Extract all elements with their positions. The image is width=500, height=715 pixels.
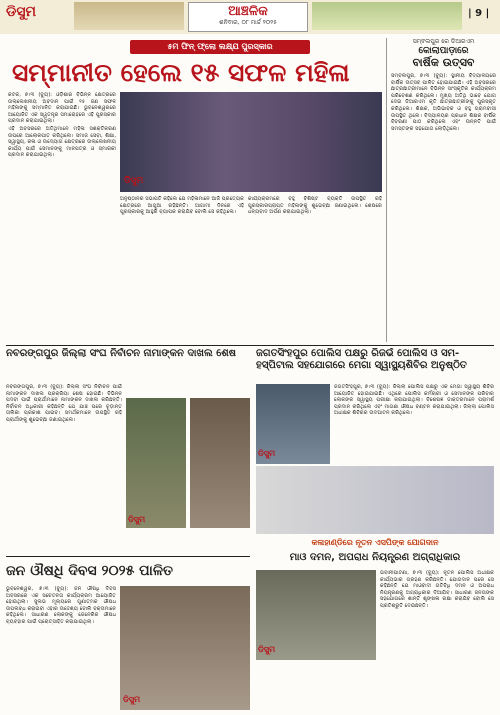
- police-photo-credit: ଡିସୁମ: [258, 448, 276, 458]
- police-photo: [256, 384, 330, 464]
- nomination-photo-credit: ଡିସୁମ: [128, 514, 146, 524]
- lead-paragraph: ଏହି ଅବସରରେ ଅତିଥିମାନେ ମହିଳା ସଶକ୍ତିକରଣ ଉପରେ ଆଲୋକପାତ କରିଥିଲେ। ସମାଜ ସେବା, ଶିକ୍ଷା, ସ୍ୱାସ୍ଥ୍ୟ, କଳା ଓ ଉଦ୍ୟୋଗ କ୍ଷେତ୍ରରେ ଉଲ୍ଲେଖନୀୟ କାର୍ଯ୍ୟ ପାଇଁ ସେମାନଙ୍କୁ ମାନପତ୍ର ଓ ସ୍ମାରକୀ ପ୍ରଦାନ କରାଯାଇଥିଲା।: [8, 125, 116, 159]
- nomination-headline: ନବରଙ୍ଗପୁର ଜିଲ୍ଲା ସଂଘ ନିର୍ବାଚନ ନାମାଙ୍କନ ଦାଖଲ ଶେଷ: [6, 348, 237, 359]
- divider: [6, 345, 494, 346]
- page-number: | 9 |: [468, 8, 490, 19]
- side-body: ସମ୍ବଲପୁର, ୭।୩ (ବ୍ୟୁ): ସ୍ଥାନୀୟ ବିଦ୍ୟାଳୟରେ ବାର୍ଷିକ ଉତ୍ସବ ପାଳିତ ହୋଇଯାଇଛି। ଏହି ଅବସରରେ ଛାତ୍ରଛାତ୍ରୀମାନେ ବିଭିନ୍ନ ସାଂସ୍କୃତିକ କାର୍ଯ୍ୟକ୍ରମ ପରିବେଶଣ କରିଥିଲେ। ମୁଖ୍ୟ ଅତିଥି ଭାବେ ଯୋଗ ଦେଇ ଡିଆରଏମ କୃତି ଛାତ୍ରଛାତ୍ରୀଙ୍କୁ ପୁରସ୍କୃତ କରିଥିଲେ। ଶିକ୍ଷକ, ଅଭିଭାବକ ଓ ବହୁ ଗ୍ରାମବାସୀ ଉପସ୍ଥିତ ଥିଲେ। ବିଦ୍ୟାଳୟର ପ୍ରଧାନ ଶିକ୍ଷକ ବାର୍ଷିକ ବିବରଣୀ ପାଠ କରିଥିଲେ ଏବଂ ଉନ୍ନତି ପାଇଁ ସମସ୍ତଙ୍କ ସହଯୋଗ ଲୋଡ଼ିଥିଲେ।: [391, 73, 496, 132]
- lead-body-col-3: [248, 196, 382, 342]
- nomination-photo-2: [190, 398, 250, 528]
- collector-headline: ମାଓ ଦମନ, ଅପରାଧ ନିୟନ୍ତ୍ରଣ ଅଗ୍ରାଧିକାର: [289, 552, 461, 563]
- collector-photo-credit: ଡିସୁମ: [258, 644, 276, 654]
- section-title: [188, 2, 308, 32]
- lead-body-col-1: [8, 92, 116, 342]
- janaushadhi-body: ଭୁବନେଶ୍ୱର, ୭।୩ (ବ୍ୟୁ): ଜନ ଔଷଧି ଦିବସ ଅବସରରେ ଏକ ସଚେତନତା କାର୍ଯ୍ୟକ୍ରମ ଆୟୋଜିତ ହୋଇଥିଲା। ସୁଲଭ ମୂଲ୍ୟରେ ଗୁଣାତ୍ମକ ଔଷଧ ଉପଲବ୍ଧ କରାଇବା ଏହାର ଉଦ୍ଦେଶ୍ୟ ବୋଲି ବକ୍ତାମାନେ କହିଥିଲେ। ସାଧାରଣ ଲୋକଙ୍କୁ ଜେନେରିକ ଔଷଧ ବ୍ୟବହାର ପାଇଁ ପ୍ରୋତ୍ସାହିତ କରାଯାଇଥିଲା।: [6, 586, 116, 625]
- lead-paragraph: କଟକ, ୭।୩ (ବ୍ୟୁ): ଓଡ଼ିଶାର ବିଭିନ୍ନ କ୍ଷେତ୍ରରେ ଉଲ୍ଲେଖନୀୟ ଅବଦାନ ପାଇଁ ୧୫ ଜଣ ସଫଳ ମହିଳାଙ୍କୁ ସମ୍ମାନିତ କରାଯାଇଛି। ଭୁବନେଶ୍ୱରରେ ଆୟୋଜିତ ଏକ ସ୍ୱତନ୍ତ୍ର ସମାରୋହରେ ଏହି ପୁରସ୍କାର ପ୍ରଦାନ କରାଯାଇଥିଲା।: [8, 92, 116, 125]
- police-body: ଜଗତସିଂହପୁର, ୭।୩ (ବ୍ୟୁ): ଜିଲ୍ଲା ପୋଲିସ ପକ୍ଷରୁ ଏକ ମେଗା ସ୍ୱାସ୍ଥ୍ୟ ଶିବିର ଆୟୋଜିତ ହୋଇଯାଇଛି। ଏଥିରେ ପୋଲିସ କର୍ମଚାରୀ ଓ ସେମାନଙ୍କ ପରିବାର ଲୋକଙ୍କ ସ୍ୱାସ୍ଥ୍ୟ ପରୀକ୍ଷା କରାଯାଇଥିଲା। ବିଶେଷଜ୍ଞ ଡାକ୍ତରମାନେ ପରାମର୍ଶ ପ୍ରଦାନ କରିଥିଲେ ଏବଂ ମାଗଣା ଔଷଧ ବଣ୍ଟନ କରାଯାଇଥିଲା। ଜିଲ୍ଲା ପୋଲିସ ଅଧୀକ୍ଷକ ଶିବିରର ଉଦଘାଟନ କରିଥିଲେ।: [334, 384, 494, 417]
- collector-body: ଭବାନୀପାଟଣା, ୭।୩ (ବ୍ୟୁ): ନୂତନ ପୋଲିସ ଅଧୀକ୍ଷକ କାର୍ଯ୍ୟଭାର ଗ୍ରହଣ କରିଛନ୍ତି। ଯୋଗଦାନ ପରେ ସେ କହିଛନ୍ତି ଯେ ମାଓବାଦୀ ଗତିବିଧି ଦମନ ଓ ଅପରାଧ ନିୟନ୍ତ୍ରଣକୁ ଅଗ୍ରାଧିକାର ଦିଆଯିବ। ସାଧାରଣ ଜନତାଙ୍କ ସହଯୋଗରେ ଶାନ୍ତି ଶୃଙ୍ଖଳା ରକ୍ଷା କରାଯିବ ବୋଲି ସେ ପ୍ରତିଶ୍ରୁତି ଦେଇଛନ୍ତି।: [380, 570, 494, 609]
- nomination-body: ନବରଙ୍ଗପୁର, ୭।୩ (ବ୍ୟୁ): ଜିଲ୍ଲା ସଂଘ ନିର୍ବାଚନ ପାଇଁ ନାମାଙ୍କନ ଦାଖଲ ପ୍ରକ୍ରିୟା ଶେଷ ହୋଇଛି। ବିଭିନ୍ନ ପଦବୀ ପାଇଁ ପ୍ରାର୍ଥୀମାନେ ନାମାଙ୍କନ ଦାଖଲ କରିଛନ୍ତି। ନିର୍ବାଚନ ଅଧିକାରୀ କହିଛନ୍ତି ଯେ ଯାଞ୍ଚ ପରେ ଚୂଡ଼ାନ୍ତ ତାଲିକା ପ୍ରକାଶ ପାଇବ। ସମର୍ଥକମାନେ ଉପସ୍ଥିତ ରହି ପ୍ରାର୍ଥୀଙ୍କୁ ଶୁଭେଚ୍ଛା ଜଣାଇଥିଲେ।: [6, 384, 122, 423]
- section-name: ଆଞ୍ଚଳିକ: [228, 4, 268, 19]
- masthead-logo: ଡିସୁମ: [6, 4, 36, 20]
- collector-kicker: କଳାହାଣ୍ଡିରେ ନୂତନ ଏସପିଙ୍କ ଯୋଗଦାନ: [311, 538, 439, 547]
- lead-paragraph: ଅନୁଷ୍ଠାନର ସଭାପତି କହିଲେ ଯେ ମହିଳାମାନେ ଆଜି ପ୍ରତ୍ୟେକ କ୍ଷେତ୍ରରେ ଆଗୁଆ ରହିଛନ୍ତି। ଆଗାମୀ ଦିନରେ ଏହି ପୁରସ୍କାରକୁ ଆହୁରି ବ୍ୟାପକ କରାଯିବ ବୋଲି ସେ କହିଥିଲେ।: [120, 196, 244, 216]
- janaushadhi-photo-credit: ଡିସୁମ: [123, 694, 141, 704]
- police-photo-2: [256, 466, 494, 534]
- masthead: [0, 0, 500, 34]
- police-headline: ଜଗତସିଂହପୁର ପୋଲିସ ପକ୍ଷରୁ ରିଜର୍ଭ ପୋଲିସ ଓ ସମ-ହସ୍ପିଟାଲ ସହଯୋଗରେ ମେଗା ସ୍ୱାସ୍ଥ୍ୟଶିବିର ଅନୁଷ୍ଠିତ: [256, 348, 467, 371]
- lead-photo-credit: ଡିସୁମ: [124, 176, 144, 186]
- lead-headline: ସମ୍ମାନୀତ ହେଲେ ୧୫ ସଫଳ ମହିଳା: [12, 58, 350, 87]
- masthead-village-illustration: [312, 2, 462, 30]
- side-story: [386, 38, 496, 342]
- collector-photo: [256, 570, 376, 660]
- lead-kicker: ୫ମ ଫିନ୍ ଫ୍ଲୋ ଲକ୍ଷ୍ଯ ପୁରସ୍କାର: [130, 40, 310, 54]
- janaushadhi-photo: [120, 586, 250, 710]
- nomination-photo: [126, 398, 186, 528]
- lead-photo: [120, 92, 382, 192]
- janaushadhi-headline: ଜନ ଔଷଧି ଦିବସ ୨୦୨୫ ପାଳିତ: [6, 563, 173, 579]
- section-dateline: ଶନିବାର, ୦୮ ମାର୍ଚ୍ଚ ୨୦୨୫: [219, 19, 277, 26]
- side-headline: ବାର୍ଷିକ ଉତ୍ସବ: [412, 56, 475, 69]
- masthead-temple-illustration: [74, 2, 184, 30]
- side-kicker: ସମ୍ବଲପୁର ରେ ଡିଆରଏମ: [412, 38, 475, 45]
- lead-paragraph: କାର୍ଯ୍ୟକ୍ରମରେ ବହୁ ବିଶିଷ୍ଟ ବ୍ୟକ୍ତି ଉପସ୍ଥିତ ରହି ପୁରସ୍କାରପ୍ରାପ୍ତ ମହିଳାଙ୍କୁ ଶୁଭେଚ୍ଛା ଜଣାଇଥିଲେ। ଶେଷରେ ଧନ୍ୟବାଦ ଅର୍ପଣ କରାଯାଇଥିଲା।: [248, 196, 382, 216]
- lead-body-col-2: [120, 196, 244, 342]
- side-headline-prefix: କୋଲାପାଡ଼ାରେ: [418, 46, 469, 56]
- divider: [6, 556, 250, 557]
